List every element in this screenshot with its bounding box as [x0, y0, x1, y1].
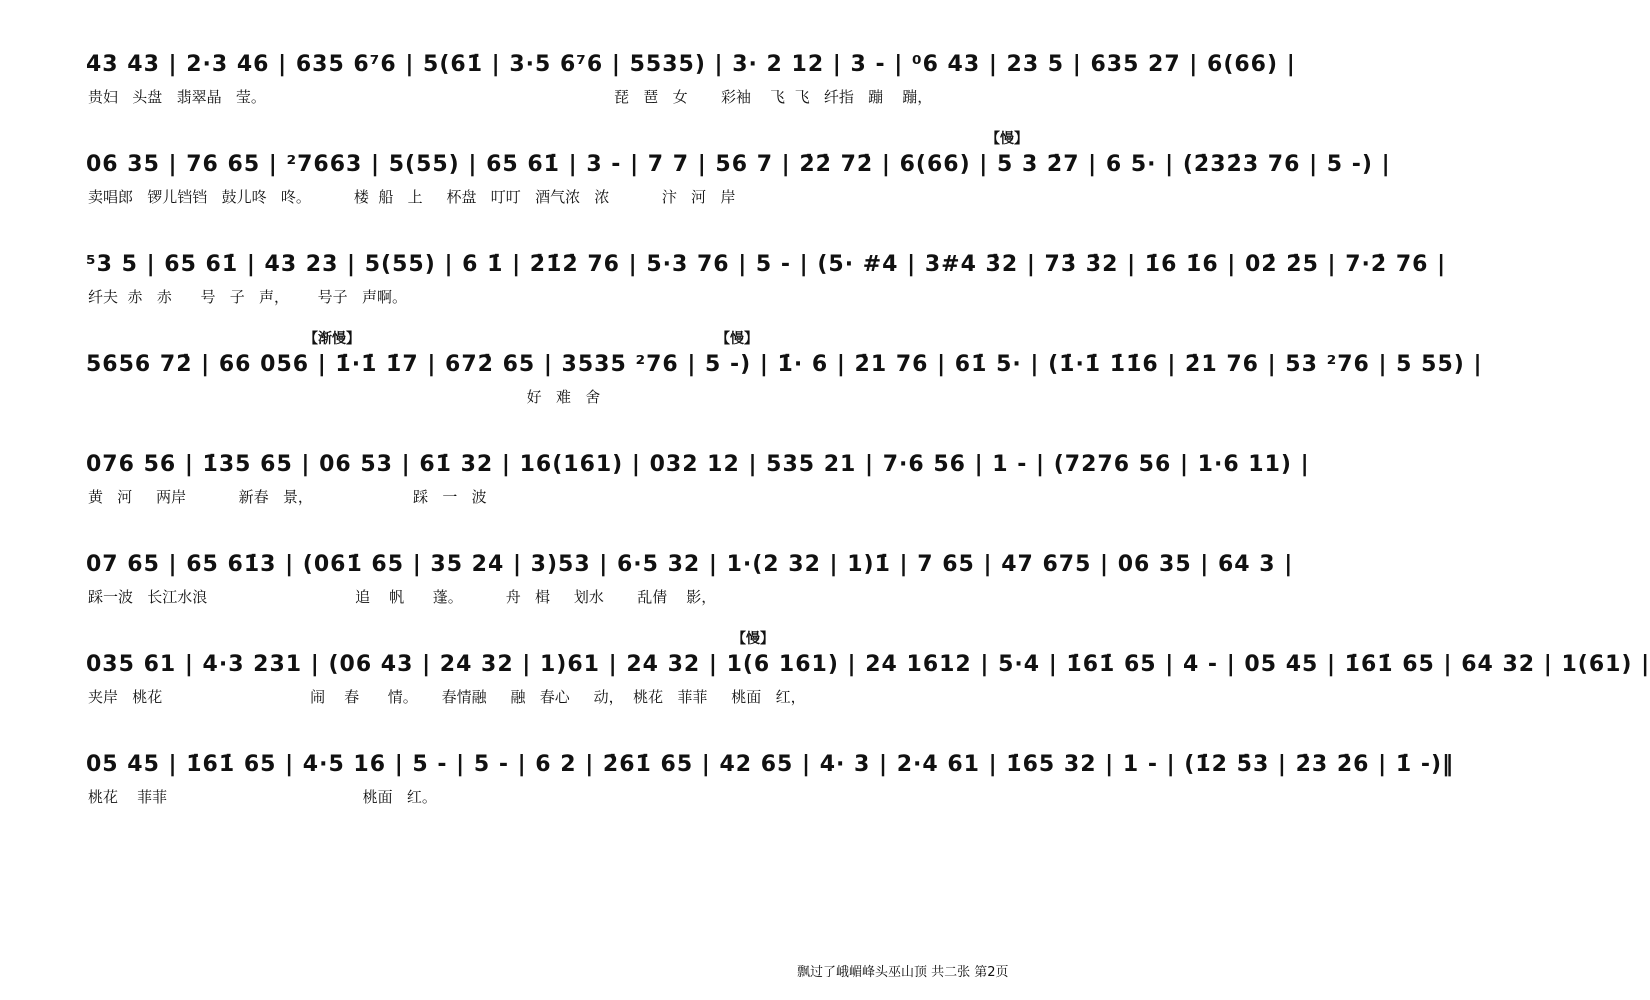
tempo-mark: 【渐慢】 [304, 331, 360, 347]
lyric-line: 桃花 菲菲 桃面 红。 [88, 788, 437, 806]
notation-line: 06 35 | 76 65 | ²7663 | 5(55) | 65 61̇ | 3 - | 7 7 | 56 7 | 2̇2̇ 72̇ | 6(66) | 5 3 2̇7 | 6 5· | (2̇32̇3 76 | 5 -) | [86, 152, 1391, 177]
notation-line: 43 43 | 2·3 46 | 635 6⁷6 | 5(61̇ | 3·5 6⁷6 | 5535) | 3· 2 12 | 3 - | ⁰6 43 | 23 5 | 635 27 | 6(66) | [86, 52, 1296, 77]
notation-line: ⁵3 5 | 65 61̇ | 43 23 | 5(55) | 6 1̇ | 2̇1̇2̇ 76 | 5·3 76 | 5 - | (5· #4 | 3#4 3̇2 | 73̇ 3̇2 | 1̇6 1̇6 | 02̇ 2̇5 | 7·2̇ 76 | [86, 252, 1447, 277]
score-system-4 [86, 331, 1483, 442]
score-system-5 [86, 450, 1404, 542]
score-system-7 [86, 631, 1650, 742]
score-system-1 [86, 50, 1404, 142]
notation-line: 5656 72̇ | 66 056 | 1̇·1̇ 1̇7 | 672̇ 65 | 3535 ²76 | 5 -) | 1̇· 6 | 2̇1 76 | 61̇ 5· | (1̇·1̇ 1̇1̇6 | 2̇1 76 | 53 ²76 | 5 55) | [86, 352, 1483, 377]
score-system-2 [86, 131, 1404, 242]
lyric-line: 踩一波 长江水浪 追 帆 蓬。 舟 楫 划水 乱倩 影， [88, 588, 717, 606]
lyric-line: 贵妇 头盘 翡翠晶 莹。 琵 琶 女 彩袖 飞 飞 纤指 蹦 蹦， [88, 88, 933, 106]
page-footer: 飘过了峨嵋峰头巫山顶 共二张 第2页 [797, 965, 1009, 980]
tempo-mark: 【慢】 [986, 131, 1028, 147]
notation-line: 07 65 | 65 61̇3 | (061̇ 65 | 35 24 | 3)53 | 6·5 32 | 1·(2 32 | 1)1̇ | 7 65 | 47 675 | 06 35 | 64 3 | [86, 552, 1294, 577]
lyric-line: 卖唱郎 锣儿铛铛 鼓儿咚 咚。 楼 船 上 杯盘 叮叮 酒气浓 浓 汴 河 岸 [88, 188, 736, 206]
lyric-line: 夹岸 桃花 闹 春 情。 春情融 融 春心 动， 桃花 菲菲 桃面 红， [88, 688, 806, 706]
tempo-mark: 【慢】 [732, 631, 774, 647]
lyric-line: 纤夫 赤 赤 号 子 声， 号子 声啊。 [88, 288, 407, 306]
notation-line: 076 56 | 1̇35 65 | 06 53 | 61̇ 32 | 16(161) | 032 12 | 535 21 | 7·6 56 | 1 - | (7276 56 | 1·6 11) | [86, 452, 1310, 477]
lyric-line: 好 难 舍 [88, 388, 601, 406]
notation-line: 05 45 | 1̇61̇ 65 | 4·5 16 | 5 - | 5 - | 6 2 | 2̇61̇ 65 | 42 65 | 4· 3 | 2·4 61 | 1̇65 32 | 1 - | (1̇2 5̇3 | 2̇3 2̇6 | 1̇ -)‖ [86, 752, 1454, 777]
tempo-mark: 【慢】 [716, 331, 758, 347]
score-system-8 [86, 750, 1454, 842]
notation-line: 035 61 | 4·3 231 | (06 43 | 24 32 | 1)61 | 24 32 | 1(6 161) | 24 1612 | 5·4 | 1̇61̇ 65 | 4 - | 05 45 | 1̇61̇ 65 | 64 32 | 1(61) | [86, 652, 1650, 677]
lyric-line: 黄 河 两岸 新春 景， 踩 一 波 [88, 488, 487, 506]
